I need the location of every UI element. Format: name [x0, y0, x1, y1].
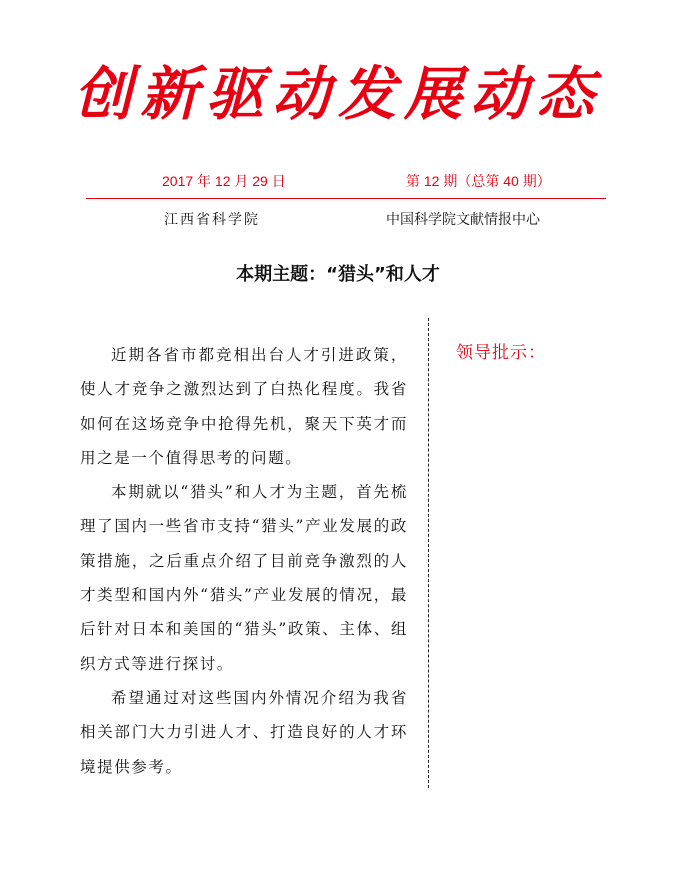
column-divider	[428, 318, 429, 788]
leader-approval-label: 领导批示：	[456, 343, 546, 363]
publisher-right: 中国科学院文献情报中心	[386, 211, 540, 227]
publisher-left: 江西省科学院	[164, 211, 260, 227]
issue-topic: 本期主题：“猎头”和人才	[236, 264, 440, 285]
issue-number: 第 12 期（总第 40 期）	[406, 173, 551, 189]
body-column	[80, 338, 408, 784]
masthead-title: 创新驱动发展动态	[73, 60, 602, 128]
header-divider	[86, 198, 606, 199]
body-paragraph-1: 近期各省市都竞相出台人才引进政策，使人才竞争之激烈达到了白热化程度。我省如何在这场竞争中抢得先机，聚天下英才而用之是一个值得思考的问题。	[80, 346, 408, 467]
issue-date: 2017 年 12 月 29 日	[162, 173, 286, 189]
body-paragraph-3: 希望通过对这些国内外情况介绍为我省相关部门大力引进人才、打造良好的人才环境提供参考。	[80, 688, 408, 776]
body-paragraph-2: 本期就以“猎头”和人才为主题，首先梳理了国内一些省市支持“猎头”产业发展的政策措施，之后重点介绍了目前竞争激烈的人才类型和国内外“猎头”产业发展的情况，最后针对日本和美国的“猎头”政策、主体、组织方式等进行探讨。	[80, 483, 408, 673]
